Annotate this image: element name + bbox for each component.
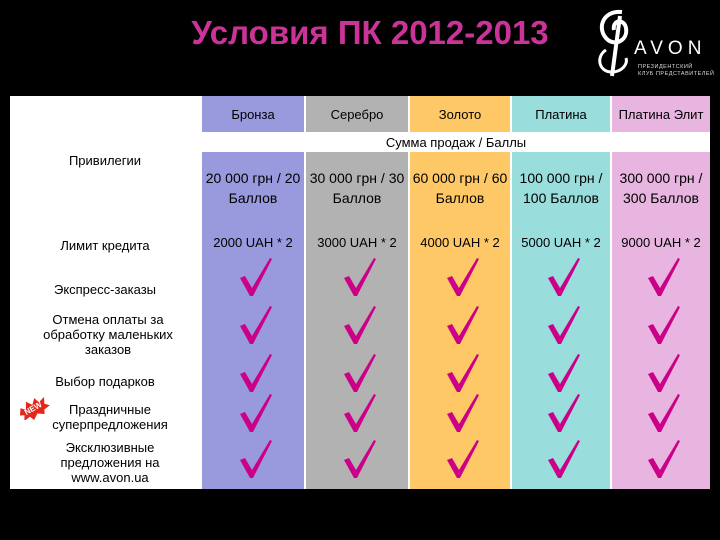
check-icon-exclusive-offers-silver [341,438,377,480]
threshold-platinum: 100 000 грн / 100 Баллов [519,170,603,206]
check-icon-express-orders-platinum-elite [645,256,681,298]
check-icon-holiday-offers-gold [444,392,480,434]
credit-platinum: 5000 UAH * 2 [521,235,601,250]
check-icon-express-orders-gold [444,256,480,298]
check-icon-small-order-fee-platinum-elite [645,304,681,346]
row-label-small-order-fee: Отмена оплаты за обработку маленьких заказов [43,312,173,357]
check-icon-holiday-offers-platinum-elite [645,392,681,434]
row-label-gift-choice: Выбор подарков [55,374,155,389]
pc-monogram-icon [592,6,638,82]
credit-silver: 3000 UAH * 2 [317,235,397,250]
club-line-1: ПРЕЗИДЕНТСКИЙ [638,64,693,70]
credit-bronze: 2000 UAH * 2 [213,235,293,250]
check-icon-small-order-fee-silver [341,304,377,346]
check-icon-gift-choice-gold [444,352,480,394]
credit-platinum-elite: 9000 UAH * 2 [621,235,701,250]
check-icon-holiday-offers-platinum [545,392,581,434]
row-label-exclusive-offers: Эксклюзивные предложения на www.avon.ua [60,440,160,485]
check-icon-express-orders-silver [341,256,377,298]
sales-points-header: Сумма продаж / Баллы [202,132,710,152]
check-icon-small-order-fee-bronze [237,304,273,346]
club-line-2: КЛУБ ПРЕДСТАВИТЕЛЕЙ [638,71,715,77]
privileges-table [10,96,710,489]
privileges-label: Привилегии [68,153,142,168]
new-badge-label: NEW [22,399,44,417]
row-label-holiday-offers: Праздничные суперпредложения [52,402,168,432]
threshold-gold: 60 000 грн / 60 Баллов [412,170,508,206]
check-icon-exclusive-offers-platinum [545,438,581,480]
check-icon-gift-choice-platinum-elite [645,352,681,394]
row-label-credit-limit: Лимит кредита [60,238,150,253]
check-icon-exclusive-offers-bronze [237,438,273,480]
header-platinum: Платина [535,106,587,122]
check-icon-exclusive-offers-platinum-elite [645,438,681,480]
header-gold: Золото [438,106,482,122]
header-silver: Серебро [330,106,384,122]
threshold-bronze: 20 000 грн / 20 Баллов [205,170,301,206]
brand-name: AVON [634,38,707,59]
header-bronze: Бронза [231,106,275,122]
row-label-express-orders: Экспресс-заказы [53,282,157,297]
credit-gold: 4000 UAH * 2 [420,235,500,250]
check-icon-small-order-fee-platinum [545,304,581,346]
avon-president-club-logo [590,2,720,86]
check-icon-holiday-offers-bronze [237,392,273,434]
new-badge-icon [14,396,52,420]
check-icon-gift-choice-bronze [237,352,273,394]
check-icon-gift-choice-silver [341,352,377,394]
check-icon-gift-choice-platinum [545,352,581,394]
check-icon-holiday-offers-silver [341,392,377,434]
page-number: 24 [650,508,665,523]
threshold-silver: 30 000 грн / 30 Баллов [309,170,405,206]
check-icon-exclusive-offers-gold [444,438,480,480]
check-icon-express-orders-bronze [237,256,273,298]
threshold-platinum-elite: 300 000 грн / 300 Баллов [619,170,703,206]
slide-title: Условия ПК 2012-2013 [191,14,549,51]
header-platinum-elite: Платина Элит [618,106,704,122]
check-icon-express-orders-platinum [545,256,581,298]
check-icon-small-order-fee-gold [444,304,480,346]
